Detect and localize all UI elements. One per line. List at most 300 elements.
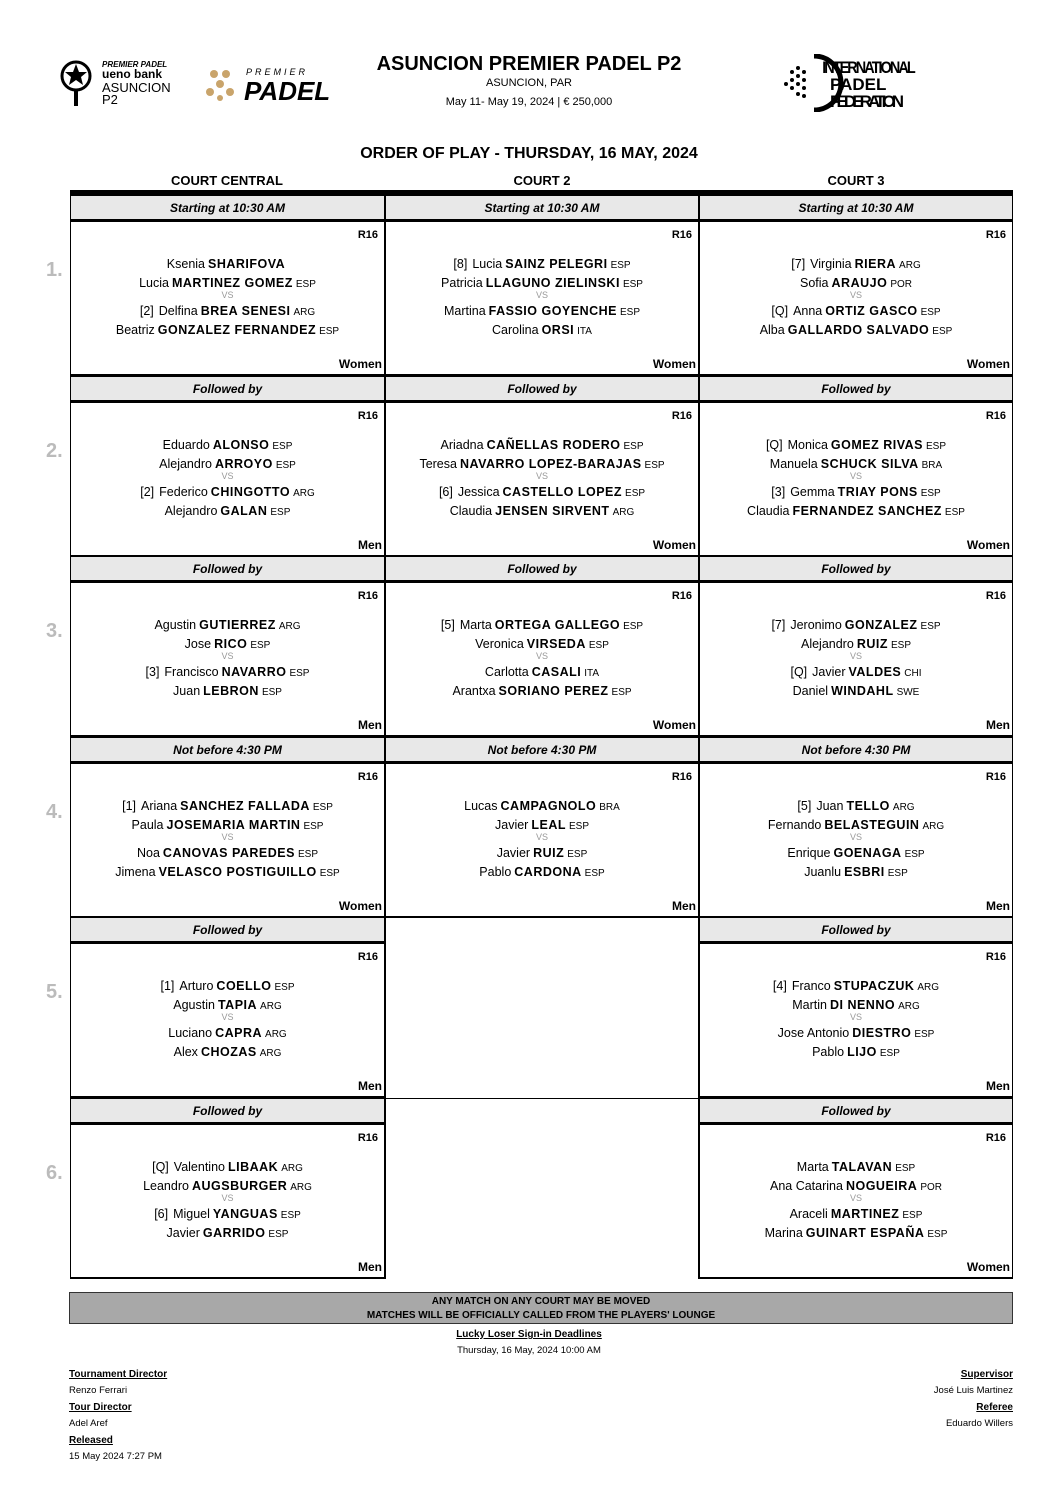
player-first-name: Pablo xyxy=(479,864,512,879)
player-nationality: ITA xyxy=(584,668,600,679)
player-nationality: POR xyxy=(890,279,912,290)
player xyxy=(700,1026,1012,1040)
player-nationality: ARG xyxy=(290,1181,312,1193)
player-first-name: Juanlu xyxy=(804,864,842,879)
player-last-name: VIRSEDA xyxy=(526,637,586,651)
player-nationality: ARG xyxy=(281,1162,303,1174)
player-nationality: ESP xyxy=(319,867,340,879)
player-last-name: GUTIERREZ xyxy=(199,618,276,632)
player xyxy=(700,818,1012,832)
player xyxy=(700,257,1012,271)
player-last-name: JOSEMARIA MARTIN xyxy=(166,817,301,832)
player-last-name: CASTELLO LOPEZ xyxy=(502,484,623,499)
player xyxy=(386,684,698,698)
player-last-name: VELASCO POSTIGUILLO xyxy=(158,864,317,879)
player-seed: [2] xyxy=(140,484,155,499)
player-last-name: LEBRON xyxy=(203,684,259,698)
player-first-name: Gemma xyxy=(790,484,835,499)
player-last-name: SAINZ PELEGRI xyxy=(505,257,608,271)
player-first-name: Javier xyxy=(496,845,531,860)
player-first-name: Marina xyxy=(764,1225,803,1240)
player-first-name: Federico xyxy=(159,484,208,499)
player-seed: [8] xyxy=(453,257,468,271)
player-last-name: MARTINEZ xyxy=(830,1206,900,1221)
player xyxy=(71,504,384,518)
time-band: Not before 4:30 PM xyxy=(699,737,1013,763)
match-cell xyxy=(70,582,385,737)
player xyxy=(386,323,698,337)
match-category: Men xyxy=(986,718,1010,732)
player-nationality: ESP xyxy=(890,640,911,651)
player-first-name: Jeronimo xyxy=(790,618,842,632)
player-first-name: Ana Catarina xyxy=(769,1178,843,1193)
match-category: Men xyxy=(358,1259,382,1274)
row-number: 5. xyxy=(46,981,63,1003)
player xyxy=(71,485,384,499)
player-nationality: ESP xyxy=(622,279,643,290)
match-round: R16 xyxy=(985,951,1006,963)
player xyxy=(700,1160,1012,1174)
player-first-name: Alex xyxy=(173,1045,198,1059)
schedule-grid xyxy=(70,190,1013,1273)
player-first-name: Alejandro xyxy=(800,637,854,651)
player-last-name: BELASTEGUIN xyxy=(824,817,920,832)
player-last-name: SCHUCK SILVA xyxy=(820,456,919,471)
player xyxy=(71,257,384,271)
court-header-3: COURT 3 xyxy=(827,173,885,188)
player-nationality: ESP xyxy=(932,326,953,337)
player xyxy=(700,865,1012,879)
player-first-name: Jose xyxy=(184,637,212,651)
player-last-name: NAVARRO xyxy=(221,665,287,679)
player xyxy=(386,618,698,632)
player xyxy=(700,979,1012,993)
match-cell xyxy=(70,943,385,1098)
player-nationality: ARG xyxy=(898,1001,920,1012)
player-nationality: ARG xyxy=(922,820,945,832)
player xyxy=(386,865,698,879)
player-last-name: AUGSBURGER xyxy=(191,1178,288,1193)
player-last-name: TAPIA xyxy=(217,998,258,1012)
player-last-name: GALLARDO SALVADO xyxy=(787,323,930,337)
supervisor-name: José Luis Martinez xyxy=(933,1385,1013,1396)
player-nationality: ESP xyxy=(895,1162,916,1174)
player-last-name: DI NENNO xyxy=(829,998,896,1012)
player-last-name: MARTINEZ GOMEZ xyxy=(171,276,293,290)
player xyxy=(71,998,384,1012)
player-first-name: Lucia xyxy=(139,276,169,290)
match-cell xyxy=(385,582,699,737)
player xyxy=(71,1207,384,1221)
player-nationality: BRA xyxy=(599,801,620,813)
player-nationality: POR xyxy=(920,1181,942,1193)
player-nationality: ESP xyxy=(879,1048,900,1059)
match-cell xyxy=(70,402,385,557)
player xyxy=(71,684,384,698)
player-first-name: Arantxa xyxy=(452,684,496,698)
player-last-name: GALAN xyxy=(220,503,268,518)
match-category: Women xyxy=(338,898,382,913)
player-seed: [6] xyxy=(154,1206,169,1221)
time-band: Followed by xyxy=(699,1098,1013,1124)
player-last-name: CARDONA xyxy=(514,864,582,879)
player-last-name: FERNANDEZ SANCHEZ xyxy=(792,503,942,518)
player-first-name: Araceli xyxy=(789,1206,828,1221)
player xyxy=(700,665,1012,679)
match-round: R16 xyxy=(357,409,378,422)
match-category: Men xyxy=(358,1079,382,1093)
player-last-name: RICO xyxy=(214,637,248,651)
player-nationality: ARG xyxy=(293,307,316,318)
match-category: Women xyxy=(966,537,1010,552)
player-last-name: TALAVAN xyxy=(831,1159,893,1174)
player xyxy=(700,1045,1012,1059)
player-seed: [Q] xyxy=(152,1159,169,1174)
player xyxy=(700,998,1012,1012)
vs-label: VS xyxy=(221,290,234,300)
player xyxy=(386,665,698,679)
player-nationality: ESP xyxy=(250,640,271,651)
player xyxy=(386,504,698,518)
player-first-name: Veronica xyxy=(475,637,524,651)
vs-label: VS xyxy=(849,651,862,661)
match-round: R16 xyxy=(985,1131,1006,1144)
player xyxy=(386,276,698,290)
svg-text:PADEL: PADEL xyxy=(830,75,887,94)
match-cell xyxy=(699,582,1013,737)
player-first-name: Lucia xyxy=(472,257,503,271)
player-nationality: ESP xyxy=(567,848,588,860)
player xyxy=(700,1179,1012,1193)
match-category: Women xyxy=(338,357,382,371)
vs-label: VS xyxy=(535,831,548,842)
player-first-name: Carlotta xyxy=(484,665,529,679)
player-nationality: ESP xyxy=(926,440,947,452)
player-first-name: Manuela xyxy=(769,456,818,471)
player xyxy=(700,684,1012,698)
player xyxy=(700,504,1012,518)
player-nationality: ESP xyxy=(261,687,282,698)
player-first-name: Fernando xyxy=(767,817,822,832)
player-first-name: Jose Antonio xyxy=(777,1026,850,1040)
player-first-name: Jessica xyxy=(457,484,500,499)
player-first-name: Jimena xyxy=(115,864,156,879)
svg-text:ASUNCION: ASUNCION xyxy=(102,80,171,95)
player xyxy=(386,637,698,651)
player-first-name: Enrique xyxy=(787,845,831,860)
supervisor-label: Supervisor xyxy=(960,1369,1013,1380)
player xyxy=(71,637,384,651)
player xyxy=(71,438,384,452)
vs-label: VS xyxy=(221,651,234,661)
time-band: Followed by xyxy=(385,376,699,402)
player-nationality: ESP xyxy=(623,621,644,632)
match-cell xyxy=(385,763,699,918)
time-band: Followed by xyxy=(70,917,385,943)
player-last-name: ORTEGA GALLEGO xyxy=(494,618,621,632)
row-number: 4. xyxy=(46,800,63,823)
player-nationality: ESP xyxy=(584,867,605,879)
player-first-name: Alejandro xyxy=(159,456,212,471)
player-last-name: LIBAAK xyxy=(227,1159,279,1174)
player-first-name: Claudia xyxy=(747,503,790,518)
player-first-name: Agustin xyxy=(154,618,197,632)
player-nationality: ESP xyxy=(272,440,293,452)
player-last-name: ESBRI xyxy=(844,864,885,879)
player-last-name: SHARIFOVA xyxy=(208,257,286,271)
player xyxy=(386,485,698,499)
player-last-name: LEAL xyxy=(531,817,566,832)
player-seed: [Q] xyxy=(765,437,783,452)
player-nationality: ARG xyxy=(899,260,921,271)
player-nationality: ESP xyxy=(588,640,609,651)
player-first-name: Alba xyxy=(759,323,785,337)
player-seed: [7] xyxy=(791,257,806,271)
released-label: Released xyxy=(69,1435,113,1446)
player-last-name: STUPACZUK xyxy=(833,979,915,993)
match-cell xyxy=(699,1124,1013,1279)
player-first-name: Juan xyxy=(816,798,844,813)
player-first-name: Francisco xyxy=(164,665,219,679)
player-first-name: Javier xyxy=(812,665,846,679)
player-first-name: Arturo xyxy=(179,979,214,993)
player-nationality: ARG xyxy=(260,1001,282,1012)
match-round: R16 xyxy=(357,770,378,783)
player-last-name: ARROYO xyxy=(214,456,273,471)
player-nationality: ESP xyxy=(927,1228,948,1240)
player-first-name: Ariadna xyxy=(440,437,484,452)
match-round: R16 xyxy=(357,951,378,963)
player-nationality: ESP xyxy=(611,687,632,698)
player-nationality: CHI xyxy=(904,668,922,679)
player xyxy=(71,865,384,879)
time-band: Not before 4:30 PM xyxy=(385,737,699,763)
player-last-name: LLAGUNO ZIELINSKI xyxy=(485,276,620,290)
player-seed: [7] xyxy=(771,618,786,632)
player xyxy=(700,618,1012,632)
notice-line-2: MATCHES WILL BE OFFICIALLY CALLED FROM THE PLAYERS' LOUNGE xyxy=(366,1310,716,1321)
time-band: Followed by xyxy=(70,376,385,402)
player xyxy=(71,457,384,471)
vs-label: VS xyxy=(535,470,548,481)
match-cell xyxy=(699,221,1013,376)
player-last-name: CANOVAS PAREDES xyxy=(162,845,295,860)
court-header-2: COURT 2 xyxy=(513,173,571,188)
player-last-name: GUINART ESPAÑA xyxy=(805,1225,925,1240)
match-category: Women xyxy=(652,357,696,371)
player xyxy=(71,323,384,337)
vs-label: VS xyxy=(535,290,548,300)
player xyxy=(71,304,384,318)
player-nationality: ITA xyxy=(577,326,592,337)
player-seed: [3] xyxy=(145,665,160,679)
player-first-name: Valentino xyxy=(173,1159,225,1174)
player-first-name: Ksenia xyxy=(166,257,206,271)
player-last-name: COELLO xyxy=(216,979,272,993)
player xyxy=(71,1045,384,1059)
player-seed: [1] xyxy=(160,979,175,993)
match-cell xyxy=(70,221,385,376)
tournament-director-label: Tournament Director xyxy=(69,1369,168,1380)
player-seed: [4] xyxy=(772,979,787,993)
player-nationality: ESP xyxy=(289,668,310,679)
player xyxy=(71,618,384,632)
svg-text:ueno bank: ueno bank xyxy=(102,67,163,81)
svg-text:PREMIER: PREMIER xyxy=(246,67,309,77)
player-last-name: NAVARRO LOPEZ-BARAJAS xyxy=(459,456,642,471)
time-band: Followed by xyxy=(699,376,1013,402)
player-first-name: Leandro xyxy=(143,1178,189,1193)
order-of-play-heading: ORDER OF PLAY - THURSDAY, 16 MAY, 2024 xyxy=(360,145,698,162)
player xyxy=(71,276,384,290)
vs-label: VS xyxy=(849,290,862,300)
player-first-name: Javier xyxy=(495,817,529,832)
player-nationality: ESP xyxy=(644,459,665,471)
player-last-name: YANGUAS xyxy=(212,1206,278,1221)
vs-label: VS xyxy=(221,831,234,842)
player-seed: [1] xyxy=(122,798,137,813)
player-nationality: ARG xyxy=(265,1029,287,1040)
player-last-name: GARRIDO xyxy=(202,1225,266,1240)
player xyxy=(386,438,698,452)
player-nationality: ARG xyxy=(278,621,301,632)
svg-text:FEDERATION: FEDERATION xyxy=(830,92,904,111)
match-cell xyxy=(70,763,385,918)
player-nationality: ESP xyxy=(944,506,965,518)
player-last-name: ORTIZ GASCO xyxy=(825,304,918,318)
player-first-name: Franco xyxy=(791,979,831,993)
svg-text:PREMIER PADEL: PREMIER PADEL xyxy=(102,60,168,69)
court-header-central: COURT CENTRAL xyxy=(171,173,283,188)
player xyxy=(71,665,384,679)
player xyxy=(386,304,698,318)
player-first-name: Eduardo xyxy=(162,437,210,452)
referee-name: Eduardo Willers xyxy=(945,1418,1013,1429)
player xyxy=(71,818,384,832)
player xyxy=(700,799,1012,813)
empty-slot xyxy=(385,917,699,1099)
player-last-name: RIERA xyxy=(854,257,897,271)
match-category: Men xyxy=(672,898,696,913)
player-nationality: ESP xyxy=(920,307,941,318)
player-first-name: Marta xyxy=(459,618,492,632)
player-last-name: VALDES xyxy=(848,665,902,679)
match-round: R16 xyxy=(671,409,692,422)
svg-text:PADEL: PADEL xyxy=(244,76,331,104)
player-nationality: ARG xyxy=(293,487,315,499)
player-nationality: SWE xyxy=(896,687,920,698)
time-band: Starting at 10:30 AM xyxy=(70,195,385,221)
match-cell xyxy=(70,1124,385,1279)
player-nationality: ESP xyxy=(904,848,925,860)
player-last-name: SORIANO PEREZ xyxy=(498,684,609,698)
match-category: Women xyxy=(652,718,696,732)
player-first-name: Agustin xyxy=(173,998,215,1012)
match-round: R16 xyxy=(671,590,692,602)
player-first-name: Ariana xyxy=(141,798,178,813)
player-first-name: Marta xyxy=(796,1159,829,1174)
row-number: 6. xyxy=(46,1161,63,1184)
match-category: Men xyxy=(986,898,1010,913)
player-last-name: TRIAY PONS xyxy=(837,484,918,499)
player xyxy=(386,799,698,813)
player xyxy=(700,1226,1012,1240)
player-seed: [5] xyxy=(440,618,455,632)
player-first-name: Claudia xyxy=(449,503,493,518)
player xyxy=(71,1226,384,1240)
tour-director-label: Tour Director xyxy=(69,1402,132,1413)
player-first-name: Luciano xyxy=(168,1026,213,1040)
player xyxy=(700,276,1012,290)
match-category: Men xyxy=(986,1079,1010,1093)
player-nationality: ESP xyxy=(312,801,333,813)
player-last-name: GONZALEZ FERNANDEZ xyxy=(157,323,317,337)
player-last-name: TELLO xyxy=(846,798,890,813)
player-first-name: Pablo xyxy=(812,1045,845,1059)
svg-text:INTERNATIONAL: INTERNATIONAL xyxy=(822,58,916,78)
player xyxy=(700,438,1012,452)
match-cell xyxy=(385,402,699,557)
player-nationality: ESP xyxy=(610,260,631,271)
time-band: Not before 4:30 PM xyxy=(70,737,385,763)
vs-label: VS xyxy=(221,1012,234,1022)
vs-label: VS xyxy=(221,1192,234,1203)
player-nationality: ARG xyxy=(612,506,635,518)
player-last-name: ARAUJO xyxy=(831,276,888,290)
player-first-name: Virginia xyxy=(810,257,852,271)
player-first-name: Delfina xyxy=(158,304,198,318)
player-nationality: ESP xyxy=(568,820,589,832)
match-round: R16 xyxy=(985,409,1006,422)
player-nationality: ESP xyxy=(902,1209,923,1221)
match-round: R16 xyxy=(357,1131,378,1144)
player xyxy=(71,799,384,813)
tournament-director-name: Renzo Ferrari xyxy=(69,1385,128,1396)
player xyxy=(700,1207,1012,1221)
match-round: R16 xyxy=(985,590,1006,602)
match-round: R16 xyxy=(671,770,692,783)
player-last-name: GOMEZ RIVAS xyxy=(830,437,924,452)
player-first-name: Miguel xyxy=(173,1206,210,1221)
player-first-name: Noa xyxy=(136,845,160,860)
tournament-city: ASUNCION, PAR xyxy=(486,77,572,89)
player xyxy=(386,818,698,832)
released-datetime: 15 May 2024 7:27 PM xyxy=(69,1451,162,1462)
player-last-name: CHINGOTTO xyxy=(210,484,291,499)
player xyxy=(386,846,698,860)
player xyxy=(700,304,1012,318)
player xyxy=(71,1026,384,1040)
player xyxy=(71,846,384,860)
match-category: Men xyxy=(358,537,382,552)
player xyxy=(386,457,698,471)
player-last-name: ALONSO xyxy=(212,437,270,452)
player-nationality: ESP xyxy=(920,487,941,499)
player-nationality: BRA xyxy=(921,459,943,471)
tournament-title: ASUNCION PREMIER PADEL P2 xyxy=(376,53,682,75)
match-round: R16 xyxy=(357,229,378,241)
match-round: R16 xyxy=(985,229,1006,241)
vs-label: VS xyxy=(221,470,234,481)
player-nationality: ARG xyxy=(892,801,915,813)
player xyxy=(700,846,1012,860)
lucky-loser-title: Lucky Loser Sign-in Deadlines xyxy=(456,1329,602,1340)
time-band: Followed by xyxy=(699,917,1013,943)
match-round: R16 xyxy=(357,590,378,602)
vs-label: VS xyxy=(849,470,862,481)
player-first-name: Carolina xyxy=(492,323,539,337)
player-first-name: Teresa xyxy=(419,456,457,471)
